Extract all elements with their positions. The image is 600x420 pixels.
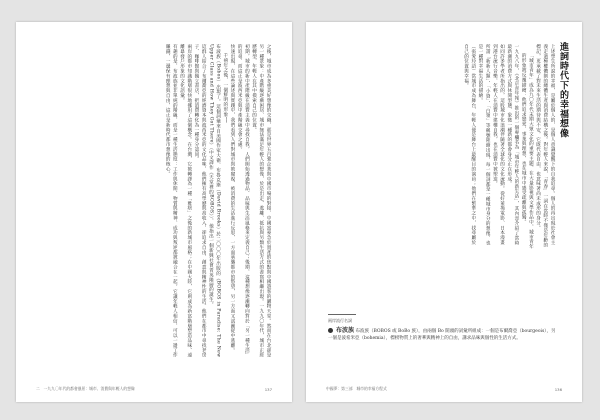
paragraph: （張愛玲語）當城市成為舞台，年輕人便是舞台上最醒目的演員；他們在繁華之中，找尋屬於自己的位置與幸福。 [463,44,476,245]
paragraph: 一九九八年，《北京青年報》推出的一個專欄名為「城市年輕人的新生活」，其內容介紹了當時最新潮的消費方式與休閒型態，象徵一種新的都會身分正在形成。 [506,44,519,246]
right-page-body [340,44,556,249]
paragraph: 快速出現，在這些論述與實踐中，我們看到人們對城市與被窺視、被消費的生活進行反思，一方面承襲都市的慾望，另一方面又試圖從中逃離。 [229,44,235,353]
right-page [306,22,582,402]
paragraph: 「城市青年」成為九〇年代末期大眾文化的重要主題，在大量影視與文學作品中，城市青年的形象被反覆描繪：他們追求戀愛、事業與理想，也在城市中感受疏離與孤獨。 [521,53,534,249]
note-divider [328,314,356,315]
paragraph: 所謂「新新人類」、「小資」、「白領」等稱號陸續出現，每一個詞都是一種城市身分的想像，也是一種對幸福生活的描繪。 [477,44,491,246]
paragraph: 上述學生所說的幸福，是屬於個人的，是個人意識覺醒下的自我追尋。個人的再出現於社會主義走過極權體制的總體生產與消費結構之後。對年輕人來說，「青春」一詞在當時不僅是年齡的標記，更承載了對未來生活的期待與不安，它既代表自由，也意味著尚未成形的身分。 [535,44,555,248]
running-footer: 二 一九九〇年代的都會風景：城市、消費與年輕人的想像 [36,386,135,391]
page-number: 136 [554,387,562,392]
paragraph: 兩岸的都市知識階層很快地挪用了這個概念。在台灣，它被轉譯為一種「雅痞」之後的新城市風格；在中國大陸，它則成為新富階層塑造品味、遠離暴發戶形象的文化語彙。 [179,44,192,358]
left-page [16,22,292,402]
bullet-icon [328,328,333,333]
glossary-note [328,327,556,342]
paragraph: 這群人結合了布爾喬亞的經濟資本與波西米亞的文化品味，他們擁有高學歷與高收入，卻追求自由、創意與精神性的生活。他們在都市中尋找老房子、咖啡館與獨立書店，把消費轉化為一種身分認同。 [193,44,207,358]
left-page-body [36,44,272,362]
page-number: 137 [264,387,272,392]
paragraph: 千禧年之後，一個鮮明的形象── [222,53,228,123]
paragraph: 有趣的是，布波族並非單純的階級，而是一種生活態度：工作與休閒、物質與精神、成功與叛逆都被融合在一起。它讓年輕人相信，可以一邊工作賺錢，一邊保有理想與自由，這正是新時代都市想像的核心。 [165,44,178,358]
section-title: 進詞時代下的幸福想像 [558,42,568,138]
paragraph: 布波族（Bobos）出現了。這個詞彙來自美國作家大衛．布魯克斯（David Brooks）於二〇〇〇年出版的《BOBOS in Paradise: The New Upper Class and How They Got There》（中文譯作《天堂裡的BOBOS》），他指出一個新興社會菁英階層的誕生。 [208,44,221,358]
note-label: 兩岸流行名詞 [328,318,352,323]
paragraph: 如同許多學者所指出的，這股城市化浪潮伴隨著全球化的文化流動。從好萊塢電影、日本漫畫到港台流行音樂，年輕人在消費中建構自我，也在消費中被塑造。 [492,44,505,245]
paragraph: 初期，城市的新中產階級在消費主義中尋找自我，人們開始透過物品、品味與生活風格來定義自己；後期，這種想像逐漸轉向對於「另一種生活」的追尋，而這正是波西米亞與中產階級交會之處。 [237,44,250,358]
running-footer: 中國夢：第三部 城市的幸福方程式 [326,386,387,391]
note-text: 布波族（BOBOS 或 BoBo 族），由兩個 Bo 開頭的詞彙所組成：一個是布爾喬亞（bourgeois），另一個是波希米亞（bohemia），標榜物質上的奢華與精神上的自由，講求品味與個性的生活方式。 [328,329,556,341]
note-term: 布波族 [336,327,355,334]
paragraph: 之後，城市成為多重美好想像的交織，那是世界五百強企業與中國市場的對接、中國富豪急於置產的焦點與中國遊客的購物天堂。然而在台北卻是另一種景象：中產階級逐漸困居、城市無法滿足年輕人的想像，於是出走、逃離、抵抗與另類生活方式的書寫相繼出現。一九九〇年代，城市正經歷轉型，年輕人在其中摸索自己的位置。 [251,44,271,358]
